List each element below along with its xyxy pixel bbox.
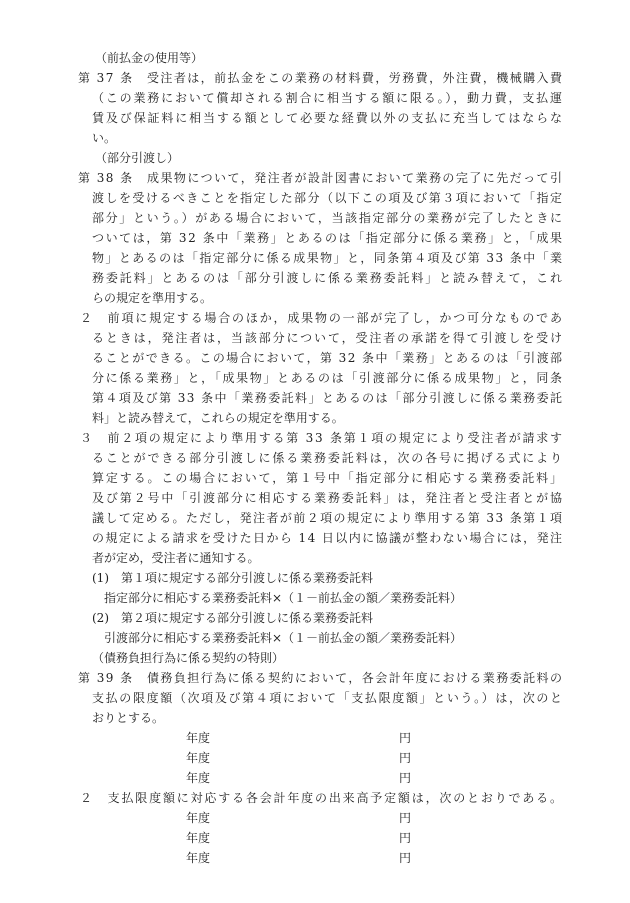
year-label: 年度 (186, 751, 211, 765)
yen-label: 円 (399, 811, 412, 825)
text-line: （この業務において償却される割合に相当する額に限る。），動力費，支払運 (92, 91, 564, 105)
text-line: (2) 第２項に規定する部分引渡しに係る業務委託料 (92, 611, 374, 625)
text-line: ３ 前２項の規定により準用する第 33 条第１項の規定により受注者が請求す (80, 431, 564, 445)
text-line: ２ 前項に規定する場合のほか，成果物の一部が完了し，かつ可分なものであ (80, 311, 564, 325)
text-line: い。 (92, 131, 117, 145)
text-line: おりとする。 (92, 711, 165, 725)
text-line: 算定する。この場合において，第１号中「指定部分に相応する業務委託料」 (92, 471, 564, 485)
text-line: ２ 支払限度額に対応する各会計年度の出来高予定額は，次のとおりである。 (80, 791, 564, 805)
text-line: ついては，第 32 条中「業務」とあるのは「指定部分に係る業務」と，「成果 (92, 231, 564, 245)
text-line: （債務負担行為に係る契約の特則） (92, 651, 285, 665)
year-label: 年度 (186, 771, 211, 785)
year-label: 年度 (186, 831, 211, 845)
text-line: 料」と読み替えて，これらの規定を準用する。 (92, 411, 344, 425)
text-line: 第４項及び第 33 条中「業務委託料」とあるのは「部分引渡しに係る業務委託 (92, 391, 564, 405)
text-line: 引渡部分に相応する業務委託料×（１－前払金の額／業務委託料） (104, 631, 463, 645)
yen-label: 円 (399, 771, 412, 785)
text-line: らの規定を準用する。 (92, 291, 213, 305)
text-line: 及び第２号中「引渡部分に相応する業務委託料」は，発注者と受注者とが協 (92, 491, 564, 505)
text-line: ることができる。この場合において，第 32 条中「業務」とあるのは「引渡部 (92, 351, 564, 365)
text-line: 支払の限度額（次項及び第４項において「支払限度額」という。）は，次のと (92, 691, 564, 705)
year-label: 年度 (186, 851, 211, 865)
text-line: 第 38 条 成果物について，発注者が設計図書において業務の完了に先だって引 (78, 171, 564, 185)
text-line: 第 37 条 受注者は，前払金をこの業務の材料費，労務費，外注費，機械購入費 (78, 71, 564, 85)
text-line: 指定部分に相応する業務委託料×（１－前払金の額／業務委託料） (104, 591, 463, 605)
text-line: (1) 第１項に規定する部分引渡しに係る業務委託料 (92, 571, 374, 585)
yen-label: 円 (399, 851, 412, 865)
yen-label: 円 (399, 751, 412, 765)
text-line: 物」とあるのは「指定部分に係る成果物」と，同条第４項及び第 33 条中「業 (92, 251, 564, 265)
text-line: 渡しを受けるべきことを指定した部分（以下この項及び第３項において「指定 (92, 191, 564, 205)
text-line: 者が定め，受注者に通知する。 (92, 551, 260, 565)
text-line: の規定による請求を受けた日から 14 日以内に協議が整わない場合には，発注 (92, 531, 564, 545)
year-label: 年度 (186, 811, 211, 825)
yen-label: 円 (399, 831, 412, 845)
yen-label: 円 (399, 731, 412, 745)
text-line: 第 39 条 債務負担行為に係る契約において，各会計年度における業務委託料の (78, 671, 564, 685)
text-line: 議して定める。ただし，発注者が前２項の規定により準用する第 33 条第１項 (92, 511, 564, 525)
text-line: 賃及び保証料に相当する額として必要な経費以外の支払に充当してはならな (92, 111, 564, 125)
text-line: 務委託料」とあるのは「部分引渡しに係る業務委託料」と読み替えて，これ (92, 271, 564, 285)
text-line: 部分」という。）がある場合において，当該指定部分の業務が完了したときに (92, 211, 564, 225)
text-line: ることができる部分引渡しに係る業務委託料は，次の各号に掲げる式により (92, 451, 564, 465)
text-line: るときは，発注者は，当該部分について，受注者の承諾を得て引渡しを受け (92, 331, 564, 345)
text-line: 分に係る業務」と，「成果物」とあるのは「引渡部分に係る成果物」と，同条 (92, 371, 564, 385)
text-line: （部分引渡し） (95, 151, 180, 165)
year-label: 年度 (186, 731, 211, 745)
text-line: （前払金の使用等） (95, 51, 204, 65)
